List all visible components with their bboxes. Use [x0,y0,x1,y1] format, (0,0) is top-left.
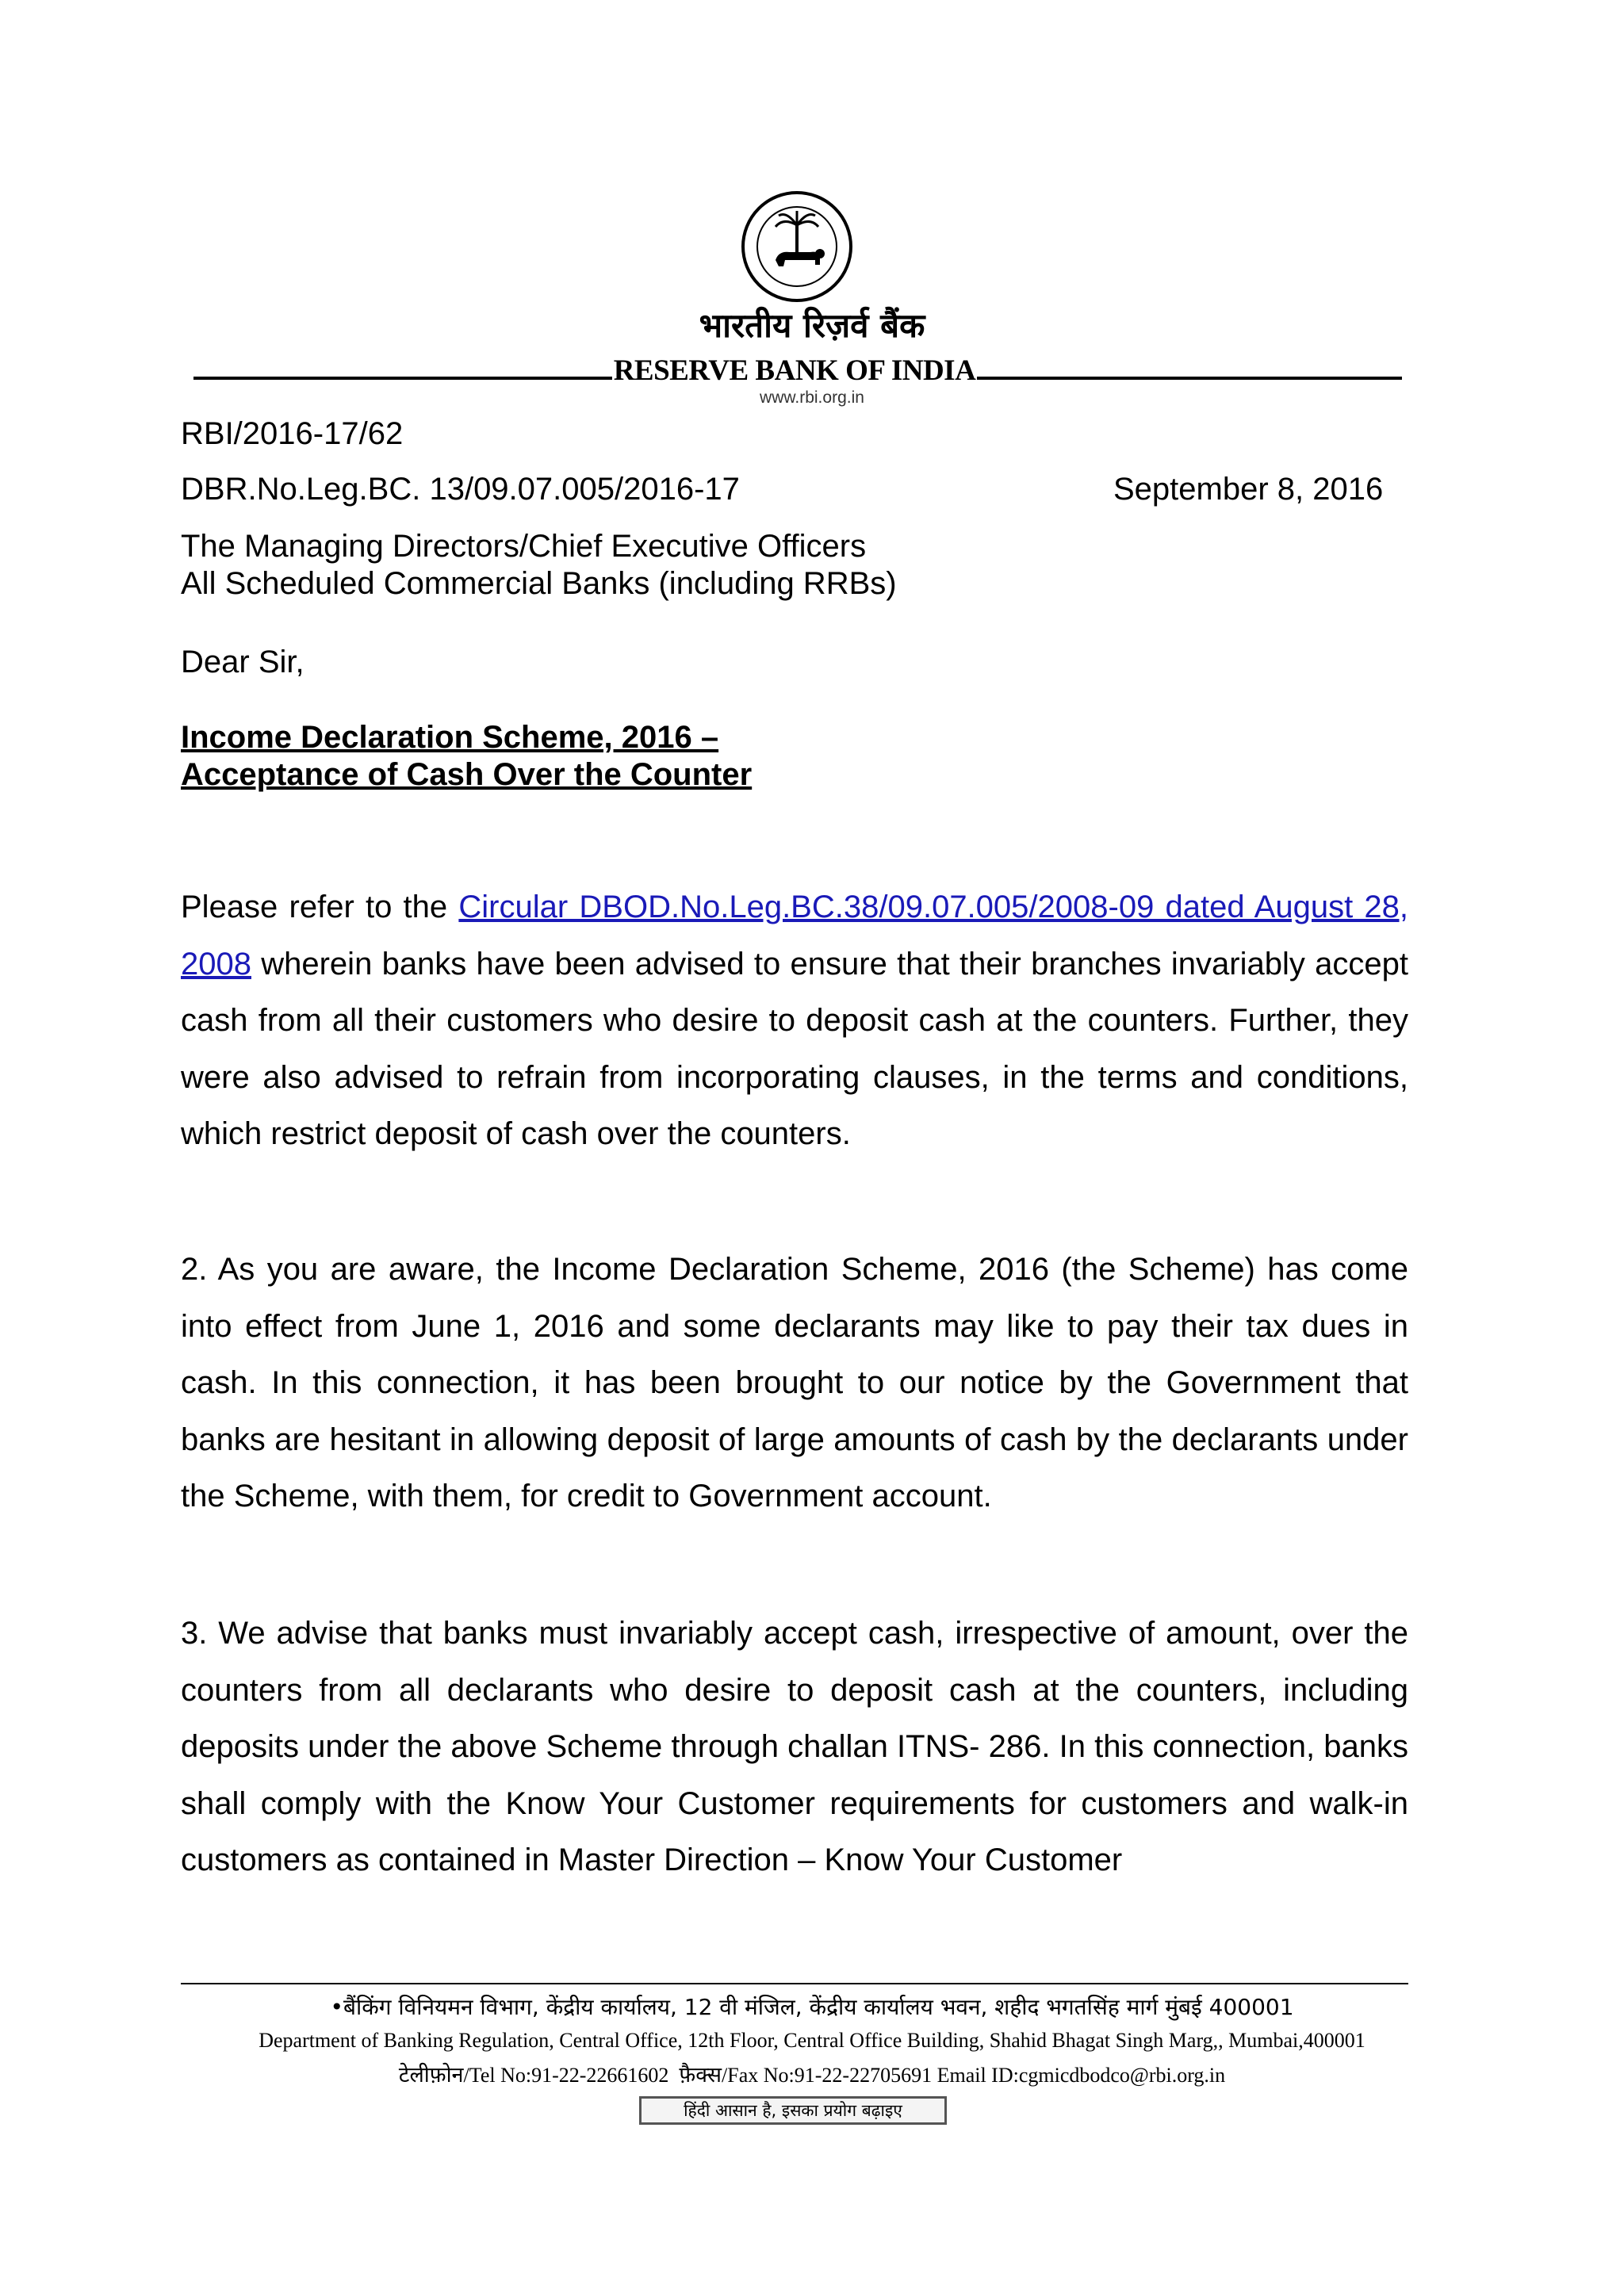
tel-number: /Tel No:91-22-22661602 [463,2064,669,2087]
subject-line-2: Acceptance of Cash Over the Counter [181,757,753,792]
addressee-line-1: The Managing Directors/Chief Executive Officers [181,529,867,564]
paragraph-1-text: wherein banks have been advised to ensure that their branches invariably accept cash from all their customers who desire to deposit cash at the counters. Further, they were also advised to refrain from incorporating clauses, in the terms and conditions, which restrict deposit of cash over the counters. [181,946,1408,1151]
footer-contact [0,2061,1624,2090]
circular-date: September 8, 2016 [1113,472,1384,507]
salutation: Dear Sir, [181,645,304,679]
footer-address-hindi: •बैंकिंग विनियमन विभाग, केंद्रीय कार्यालय, 12 वी मंजिल, केंद्रीय कार्यालय भवन, शहीद भगतसिंह मार्ग मुंबई 400001 [330,1994,1294,2020]
website-url[interactable]: www.rbi.org.in [760,388,864,407]
tel-label-hindi: टेलीफ़ोन [398,2063,464,2087]
header-rule-left [193,377,612,380]
rbi-seal-icon [737,187,856,306]
paragraph-1-prefix: Please refer to the [181,890,459,924]
paragraph-3: 3. We advise that banks must invariably accept cash, irrespective of amount, over the counters from all declarants who desire to deposit cash at the counters, including deposits under the above Scheme through challan ITNS- 286. In this connection, banks shall comply with the Know Your Customer requirements for customers and walk-in customers as contained in Master Direction – Know Your Customer [181,1616,1408,1877]
paragraph-1 [181,879,1408,1163]
footer-address-english: Department of Banking Regulation, Central Office, 12th Floor, Central Office Building, Shahid Bhagat Singh Marg,, Mumbai,400001 [259,2029,1365,2052]
bank-name-english: RESERVE BANK OF INDIA [613,354,976,387]
circular-reference-link[interactable]: Circular DBOD.No.Leg.BC.38/09.07.005/2008-09 dated August 28, 2008 [181,890,1408,982]
subject-line-1: Income Declaration Scheme, 2016 – [181,720,719,755]
addressee-line-2: All Scheduled Commercial Banks (including RRBs) [181,566,897,601]
reference-number: RBI/2016-17/62 [181,416,404,451]
footer-rule [181,1983,1408,1984]
dbr-number: DBR.No.Leg.BC. 13/09.07.005/2016-17 [181,472,740,507]
hindi-slogan-box: हिंदी आसान है, इसका प्रयोग बढ़ाइए [639,2096,947,2125]
fax-email: /Fax No:91-22-22705691 Email ID:cgmicdbodco@rbi.org.in [722,2064,1226,2087]
fax-label-hindi: फ़ैक्स [679,2063,722,2087]
bank-name-hindi: भारतीय रिज़र्व बैंक [699,306,925,345]
header-rule-right [977,377,1402,380]
paragraph-2: 2. As you are aware, the Income Declaration Scheme, 2016 (the Scheme) has come into effect from June 1, 2016 and some declarants may like to pay their tax dues in cash. In this connection, it has been brought to our notice by the Government that banks are hesitant in allowing deposit of large amounts of cash by the declarants under the Scheme, with them, for credit to Government account. [181,1252,1408,1513]
